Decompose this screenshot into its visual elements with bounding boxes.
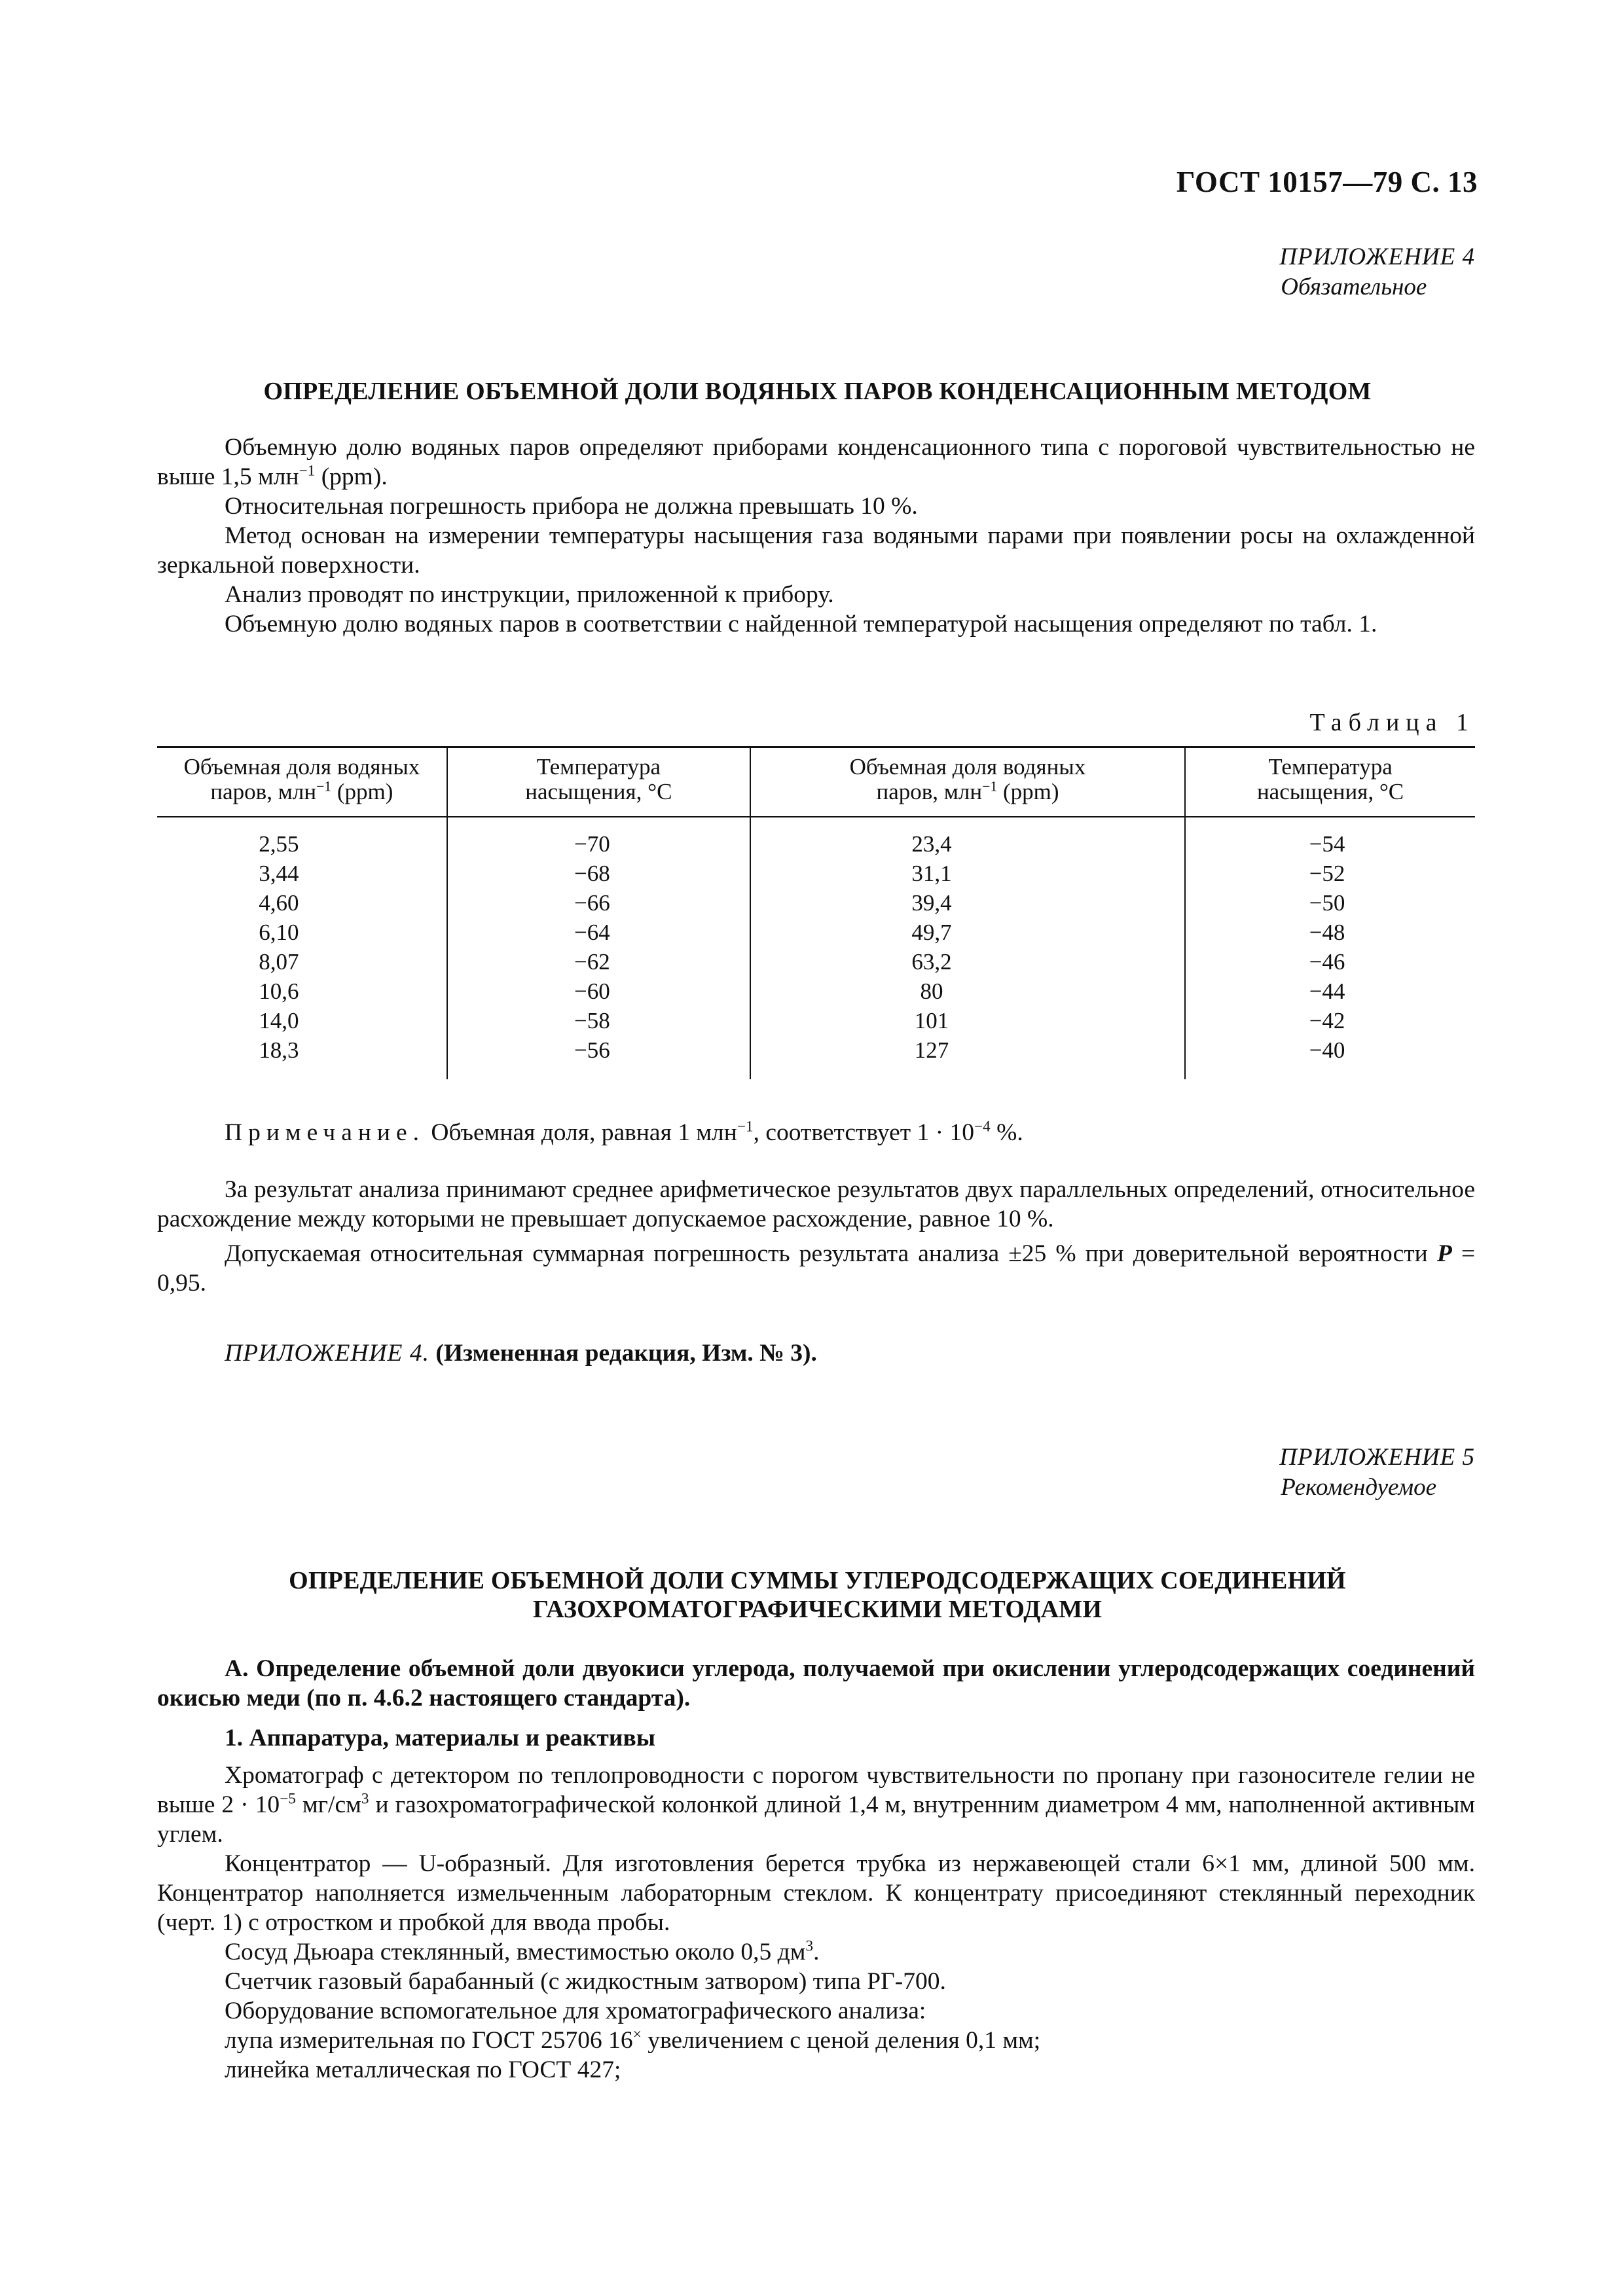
text-run: , соответствует 1 · 10 xyxy=(753,1119,974,1146)
dew-point-table xyxy=(157,746,1475,1079)
table-row xyxy=(157,859,1475,888)
result-paragraph: За результат анализа принимают среднее арифметическое результатов двух параллельных определений, относительное расхождение между которыми не превышает допускаемое расхождение, равное 10 %. xyxy=(157,1176,1475,1232)
doc-reference: ГОСТ 10157—79 С. 13 xyxy=(1176,166,1478,198)
table-cell: −42 xyxy=(1185,1006,1475,1035)
table-cell: 14,0 xyxy=(259,1008,299,1033)
result-section xyxy=(157,1175,1475,1298)
table-cell: −64 xyxy=(447,918,750,947)
appendix5-paragraph: Концентратор — U-образный. Для изготовления берется трубка из нержавеющей стали 6×1 мм, длиной 500 мм. Концентратор наполняется измельченным лабораторным стеклом. К концентрату присоединяют стеклянный переходник (черт. 1) с отростком и пробкой для ввода пробы. xyxy=(157,1850,1475,1936)
superscript: −5 xyxy=(280,1790,296,1808)
appendix5-label-block xyxy=(1279,1443,1475,1503)
table-cell: 39,4 xyxy=(750,888,1185,918)
table-header-row xyxy=(157,747,1475,817)
table-cell: −70 xyxy=(447,817,750,859)
table-cell: −44 xyxy=(1185,977,1475,1006)
table-row xyxy=(157,817,1475,859)
text-run: . xyxy=(813,1939,820,1965)
section-a-heading: А. Определение объемной доли двуокиси углерода, получаемой при окислении углеродсодержащих соединений окисью меди (по п. 4.6.2 настоящего стандарта). xyxy=(157,1655,1475,1712)
text-run: и газохроматографической колонкой длиной 1,4 м, внутренним диаметром 4 мм, наполненной активным углем. xyxy=(157,1791,1475,1848)
appendix5-paragraph: Оборудование вспомогательное для хроматографического анализа: xyxy=(225,1998,926,2024)
superscript: −1 xyxy=(299,462,316,480)
table-cell: −52 xyxy=(1185,859,1475,888)
table-cell: 6,10 xyxy=(259,920,299,945)
revision-note xyxy=(157,1338,1475,1368)
table-cell: 63,2 xyxy=(750,947,1185,977)
appendix4-status: Обязательное xyxy=(1281,274,1427,300)
appendix4-paragraph: Относительная погрешность прибора не должна превышать 10 %. xyxy=(225,493,918,520)
text-run: увеличением с ценой деления 0,1 мм; xyxy=(641,2027,1041,2054)
table-cell: −66 xyxy=(447,888,750,918)
text-run: лупа измерительная по ГОСТ 25706 16 xyxy=(225,2027,633,2054)
header-text: (ppm) xyxy=(331,779,393,804)
header-cell-temperature-2 xyxy=(1185,747,1475,817)
subsection-heading: 1. Аппаратура, материалы и реактивы xyxy=(225,1725,655,1751)
text-run: = 0,95. xyxy=(157,1240,1475,1297)
appendix5-label: ПРИЛОЖЕНИЕ 5 xyxy=(1279,1444,1475,1471)
table-cell: 49,7 xyxy=(750,918,1185,947)
superscript: −1 xyxy=(982,778,998,795)
table-row xyxy=(157,918,1475,947)
table-row xyxy=(157,888,1475,918)
text-run: (ppm). xyxy=(315,463,388,490)
text-run: Хроматограф с детектором по теплопроводности с порогом чувствительности по пропану при газоносителе гелии не выше 2 · 10 xyxy=(157,1762,1475,1818)
note-word: Примечание. xyxy=(225,1119,426,1146)
table-cell: 23,4 xyxy=(750,817,1185,859)
superscript: 3 xyxy=(361,1790,369,1808)
header-text: насыщения, °С xyxy=(1256,779,1404,804)
table-cell: −46 xyxy=(1185,947,1475,977)
appendix4-paragraph: Анализ проводят по инструкции, приложенной к прибору. xyxy=(225,581,834,608)
table-cell: −48 xyxy=(1185,918,1475,947)
header-text: паров, млн xyxy=(876,779,983,804)
header-text: Объемная доля водяных xyxy=(849,754,1086,780)
appendix4-paragraph: Объемную долю водяных паров в соответствии с найденной температурой насыщения определяют по табл. 1. xyxy=(225,611,1377,637)
table-cell: −68 xyxy=(447,859,750,888)
table-cell: 3,44 xyxy=(259,861,299,886)
appendix5-title-line: ГАЗОХРОМАТОГРАФИЧЕСКИМИ МЕТОДАМИ xyxy=(532,1596,1103,1623)
table-row xyxy=(157,1035,1475,1079)
result-paragraph xyxy=(157,1239,1475,1298)
table-cell: −56 xyxy=(447,1035,750,1079)
table-row xyxy=(157,1006,1475,1035)
table-row xyxy=(157,977,1475,1006)
appendix5-paragraph xyxy=(157,1761,1475,1849)
table-cell: −40 xyxy=(1185,1035,1475,1079)
appendix5-paragraph: Счетчик газовый барабанный (с жидкостным затвором) типа РГ-700. xyxy=(225,1968,946,1995)
superscript: 3 xyxy=(805,1937,814,1955)
appendix5-status: Рекомендуемое xyxy=(1281,1474,1437,1501)
text-run: Допускаемая относительная суммарная погрешность результата анализа ±25 % при доверительной вероятности xyxy=(225,1240,1437,1267)
text-run: %. xyxy=(990,1119,1023,1146)
revision-paragraph xyxy=(157,1338,1475,1368)
appendix5-list-item: линейка металлическая по ГОСТ 427; xyxy=(225,2056,621,2083)
revision-bold: (Измененная редакция, Изм. № 3). xyxy=(429,1340,817,1367)
text-run: Объемную долю водяных паров определяют приборами конденсационного типа с пороговой чувствительностью не выше 1,5 млн xyxy=(157,434,1475,490)
table-cell: 101 xyxy=(750,1006,1185,1035)
superscript: −1 xyxy=(316,778,332,795)
table-cell: −62 xyxy=(447,947,750,977)
variable-p: P xyxy=(1436,1240,1452,1267)
table-cell: 10,6 xyxy=(259,978,299,1004)
superscript: −4 xyxy=(974,1118,991,1136)
table-cell: −50 xyxy=(1185,888,1475,918)
table-cell: 127 xyxy=(750,1035,1185,1079)
appendix5-list-item xyxy=(157,2026,1475,2055)
table-cell: 4,60 xyxy=(259,890,299,916)
table-row xyxy=(157,947,1475,977)
header-text: Температура xyxy=(536,754,661,780)
header-cell-volume-fraction-2 xyxy=(750,747,1185,817)
text-run: Сосуд Дьюара стеклянный, вместимостью около 0,5 дм xyxy=(225,1939,806,1965)
appendix5-title xyxy=(157,1566,1478,1624)
text-run: мг/см xyxy=(295,1791,361,1818)
header-cell-volume-fraction-1 xyxy=(157,747,447,817)
table-cell: 31,1 xyxy=(750,859,1185,888)
revision-italic: ПРИЛОЖЕНИЕ 4. xyxy=(225,1340,429,1367)
appendix4-paragraph: Метод основан на измерении температуры насыщения газа водяными парами при появлении росы на охлажденной зеркальной поверхности. xyxy=(157,522,1475,579)
table-cell: 18,3 xyxy=(259,1037,299,1063)
superscript: × xyxy=(632,2026,642,2043)
appendix5-body xyxy=(157,1654,1475,2085)
appendix4-paragraph xyxy=(157,433,1475,492)
appendix4-body xyxy=(157,433,1475,639)
table-cell: −58 xyxy=(447,1006,750,1035)
appendix4-title: ОПРЕДЕЛЕНИЕ ОБЪЕМНОЙ ДОЛИ ВОДЯНЫХ ПАРОВ КОНДЕНСАЦИОННЫМ МЕТОДОМ xyxy=(263,378,1372,405)
header-text: Температура xyxy=(1268,754,1393,780)
header-text: Объемная доля водяных xyxy=(183,754,420,780)
header-text: (ppm) xyxy=(997,779,1059,804)
superscript: −1 xyxy=(737,1118,754,1136)
table-label: Таблица 1 xyxy=(1309,709,1475,736)
table-cell: −60 xyxy=(447,977,750,1006)
header-cell-temperature-1 xyxy=(447,747,750,817)
table-note xyxy=(157,1118,1475,1147)
appendix4-label: ПРИЛОЖЕНИЕ 4 xyxy=(1279,243,1475,270)
table-cell: −54 xyxy=(1185,817,1475,859)
table-cell: 80 xyxy=(750,977,1185,1006)
table-cell: 2,55 xyxy=(259,831,299,857)
header-text: паров, млн xyxy=(210,779,317,804)
note-paragraph xyxy=(157,1118,1475,1147)
text-run: Объемная доля, равная 1 млн xyxy=(425,1119,737,1146)
appendix4-label-block xyxy=(1279,242,1475,302)
appendix5-paragraph xyxy=(157,1937,1475,1967)
header-text: насыщения, °С xyxy=(525,779,672,804)
table-cell: 8,07 xyxy=(259,949,299,975)
appendix5-title-line: ОПРЕДЕЛЕНИЕ ОБЪЕМНОЙ ДОЛИ СУММЫ УГЛЕРОДСОДЕРЖАЩИХ СОЕДИНЕНИЙ xyxy=(289,1567,1346,1594)
